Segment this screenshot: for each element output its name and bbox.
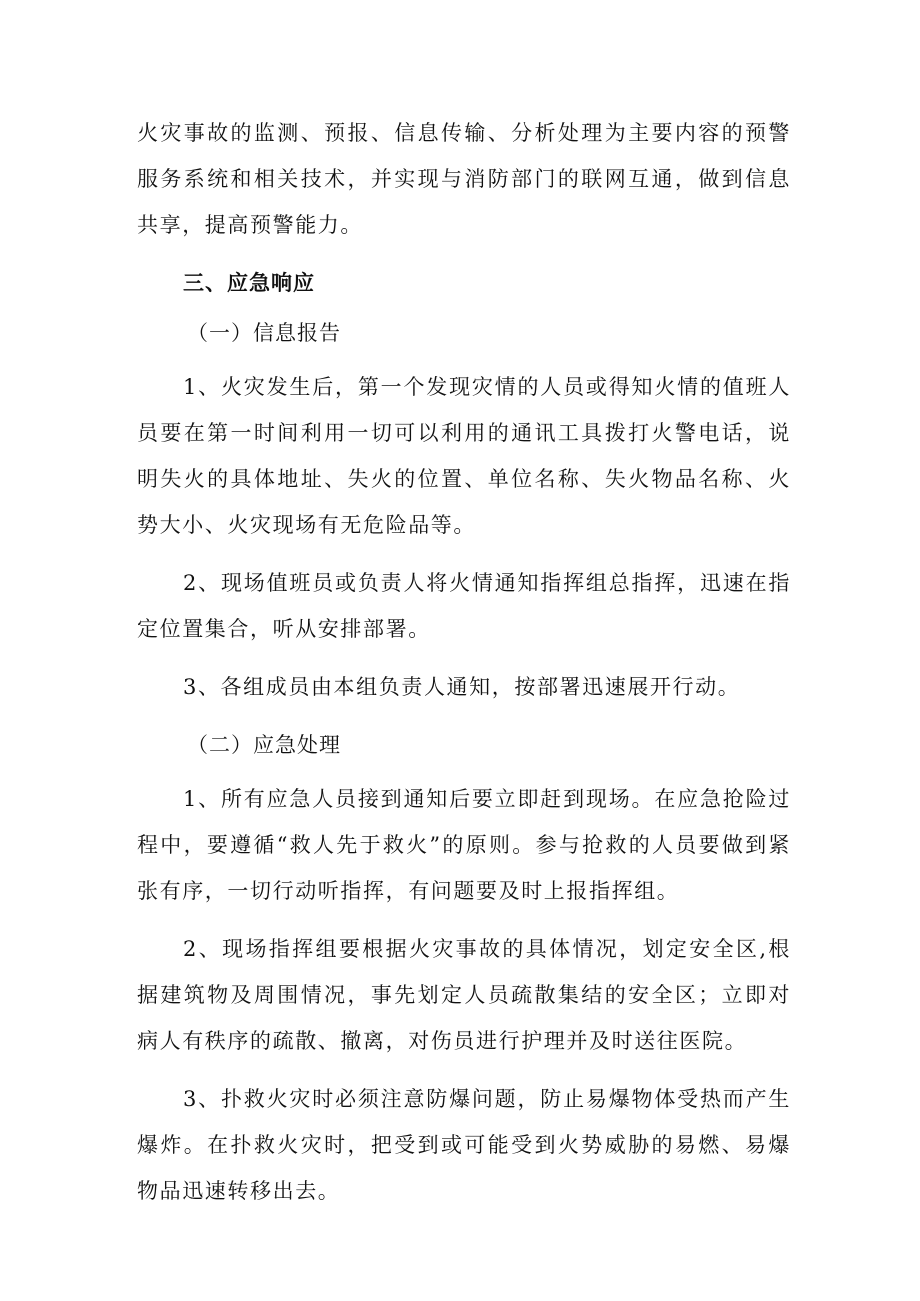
info-report-item-2: 2、现场值班员或负责人将火情通知指挥组总指挥，迅速在指定位置集合，听从安排部署。 (137, 571, 791, 641)
info-report-item-1: 1、火灾发生后，第一个发现灾情的人员或得知火情的值班人员要在第一时间利用一切可以利用的通讯工具拨打火警电话，说明失火的具体地址、失火的位置、单位名称、失火物品名称、火势大小、火灾现场有无危险品等。 (137, 375, 791, 537)
emergency-handling-item-1: 1、所有应急人员接到通知后要立即赶到现场。在应急抢险过程中，要遵循“救人先于救火”的原则。参与抢救的人员要做到紧张有序，一切行动听指挥，有问题要及时上报指挥组。 (137, 787, 791, 903)
subsection-heading-emergency-handling: （二）应急处理 (187, 733, 341, 757)
document-body (137, 110, 791, 1226)
intro-paragraph: 火灾事故的监测、预报、信息传输、分析处理为主要内容的预警服务系统和相关技术，并实现与消防部门的联网互通，做到信息共享，提高预警能力。 (137, 121, 791, 237)
section-heading-emergency-response: 三、应急响应 (183, 271, 315, 295)
subsection-heading-info-report: （一）信息报告 (187, 321, 341, 345)
emergency-handling-item-3: 3、扑救火灾时必须注意防爆问题，防止易爆物体受热而产生爆炸。在扑救火灾时，把受到或可能受到火势威胁的易燃、易爆物品迅速转移出去。 (137, 1087, 791, 1203)
info-report-item-3: 3、各组成员由本组负责人通知，按部署迅速展开行动。 (183, 675, 741, 699)
emergency-handling-item-2: 2、现场指挥组要根据火灾事故的具体情况，划定安全区,根据建筑物及周围情况，事先划定人员疏散集结的安全区；立即对病人有秩序的疏散、撤离，对伤员进行护理并及时送往医院。 (137, 937, 791, 1053)
